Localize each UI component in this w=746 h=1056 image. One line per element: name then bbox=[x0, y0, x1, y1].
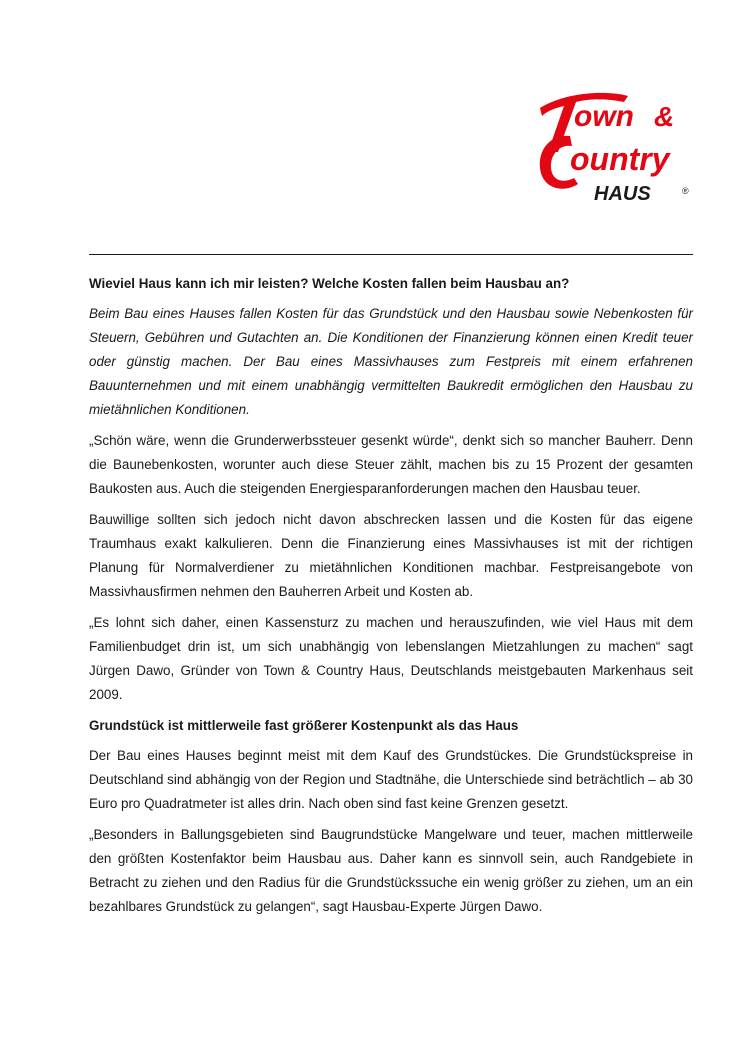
body-paragraph-1: „Schön wäre, wenn die Grunderwerbssteuer gesenkt würde“, denkt sich so mancher Bauherr. Denn die Baunebenkosten, worunter auch diese Steuer zählt, machen bis zu 15 Prozent der gesamten Baukosten aus. Auch die steigenden Energiesparanforderungen machen den Hausbau teuer. bbox=[89, 433, 693, 496]
document-body bbox=[89, 272, 693, 926]
logo-word-haus: HAUS bbox=[594, 183, 651, 205]
town-country-haus-logo bbox=[536, 86, 696, 208]
section-heading-plot: Grundstück ist mittlerweile fast größerer Kostenpunkt als das Haus bbox=[89, 718, 519, 733]
intro-paragraph: Beim Bau eines Hauses fallen Kosten für das Grundstück und den Hausbau sowie Nebenkosten für Steuern, Gebühren und Gutachten an. Die Konditionen der Finanzierung können einen Kredit teuer oder günstig machen. Der Bau eines Massivhauses zum Festpreis mit einem erfahrenen Bauunternehmen und mit einem unabhängig vermittelten Baukredit ermöglichen den Hausbau zu mietähnlichen Konditionen. bbox=[89, 306, 693, 417]
header-divider bbox=[89, 254, 693, 255]
logo-word-ountry: ountry bbox=[570, 141, 670, 177]
logo-registered-mark: ® bbox=[682, 186, 689, 196]
section-heading-costs: Wieviel Haus kann ich mir leisten? Welche Kosten fallen beim Hausbau an? bbox=[89, 276, 570, 291]
logo-ampersand: & bbox=[654, 101, 675, 132]
body-paragraph-3: „Es lohnt sich daher, einen Kassensturz zu machen und herauszufinden, wie viel Haus mit dem Familienbudget drin ist, um sich unabhängig von lebenslangen Mietzahlungen zu machen“ sagt Jürgen Dawo, Gründer von Town & Country Haus, Deutschlands meistgebauten Markenhaus seit 2009. bbox=[89, 615, 693, 702]
body-paragraph-4: Der Bau eines Hauses beginnt meist mit dem Kauf des Grundstückes. Die Grundstückspreise in Deutschland sind abhängig von der Region und Stadtnähe, die Unterschiede sind beträchtlich – ab 30 Euro pro Quadratmeter ist alles drin. Nach oben sind fast keine Grenzen gesetzt. bbox=[89, 748, 693, 811]
logo-word-own: own bbox=[574, 100, 634, 133]
body-paragraph-2: Bauwillige sollten sich jedoch nicht davon abschrecken lassen und die Kosten für das eigene Traumhaus exakt kalkulieren. Denn die Finanzierung eines Massivhauses ist mit der richtigen Planung für Normalverdiener zu mietähnlichen Konditionen machbar. Festpreisangebote von Massivhausfirmen nehmen den Bauherren Arbeit und Kosten ab. bbox=[89, 512, 693, 599]
body-paragraph-5: „Besonders in Ballungsgebieten sind Baugrundstücke Mangelware und teuer, machen mittlerweile den größten Kostenfaktor beim Hausbau aus. Daher kann es sinnvoll sein, auch Randgebiete in Betracht zu ziehen und den Radius für die Grundstückssuche ein wenig größer zu ziehen, um an ein bezahlbares Grundstück zu gelangen“, sagt Hausbau-Experte Jürgen Dawo. bbox=[89, 827, 693, 914]
